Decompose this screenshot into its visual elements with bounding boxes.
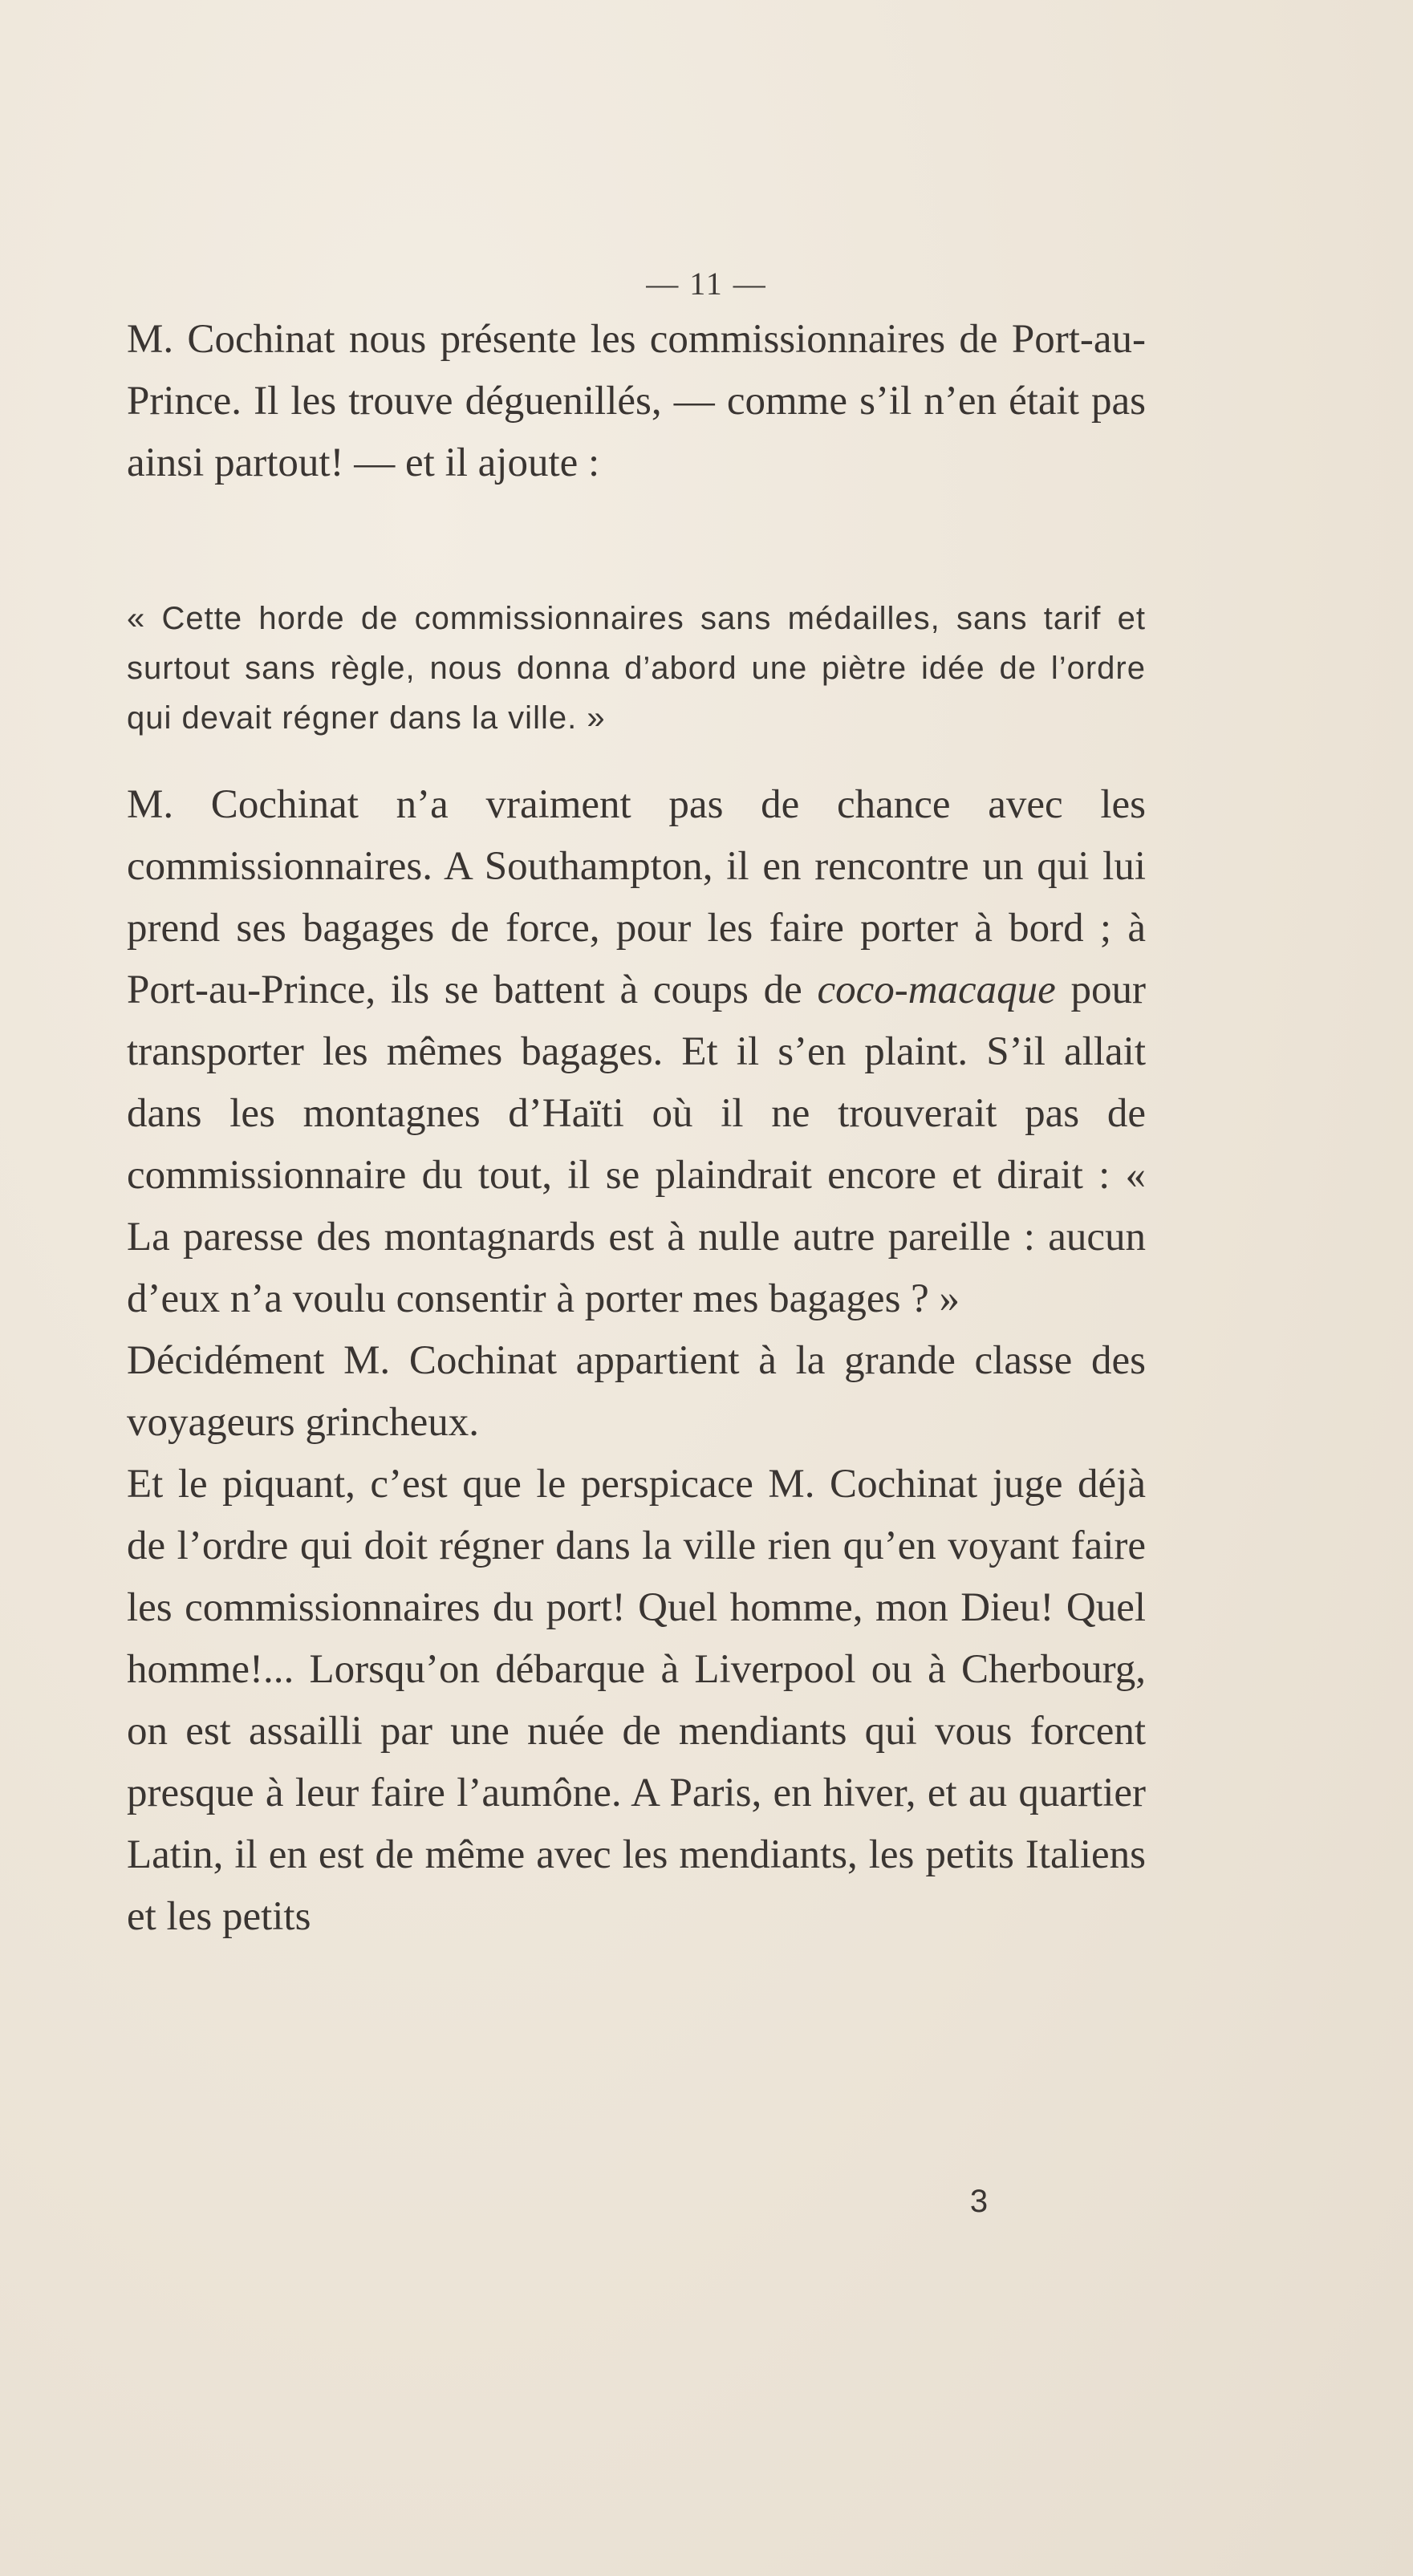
running-head: — 11 — <box>646 266 767 302</box>
quotation-block: « Cette horde de commissionnaires sans médailles, sans tarif et surtout sans règle, nous donna d’abord une piètre idée de l’ordre qui devait régner dans la ville. » <box>127 601 1146 736</box>
main-text-block <box>127 774 1146 1948</box>
paragraph-two-start: M. Cochinat n’a vraiment pas de chance avec les commissionnaires. A Southampton, il en rencontre un qui lui prend ses bagages de force, pour les faire porter à bord ; à Port-au-Prince, ils se battent à coups de <box>127 782 1146 1012</box>
italic-term: coco-macaque <box>817 968 1056 1012</box>
paragraph-two <box>127 774 1146 1330</box>
intro-paragraph: M. Cochinat nous présente les commissionnaires de Port-au-Prince. Il les trouve déguenillés, — comme s’il n’en était pas ainsi partout! — et il ajoute : <box>127 317 1146 485</box>
paragraph-three: Décidément M. Cochinat appartient à la grande classe des voyageurs grincheux. <box>127 1338 1146 1445</box>
intro-text-block <box>127 309 1146 494</box>
paragraph-four: Et le piquant, c’est que le perspicace M. Cochinat juge déjà de l’ordre qui doit régner dans la ville rien qu’en voyant faire les commissionnaires du port! Quel homme, mon Dieu! Quel homme!... Lorsqu’on débarque à Liverpool ou à Cherbourg, on est assailli par une nuée de mendiants qui vous forcent presque à leur faire l’aumône. A Paris, en hiver, et au quartier Latin, il en est de même avec les mendiants, les petits Italiens et les petits <box>127 1462 1146 1939</box>
paragraph-two-end: pour transporter les mêmes bagages. Et il s’en plaint. S’il allait dans les montagnes d’Haïti où il ne trouverait pas de commissionnaire du tout, il se plaindrait encore et dirait : « La paresse des montagnards est à nulle autre pareille : aucun d’eux n’a voulu consentir à porter mes bagages ? » <box>127 968 1147 1321</box>
signature-folio: 3 <box>969 2184 989 2219</box>
